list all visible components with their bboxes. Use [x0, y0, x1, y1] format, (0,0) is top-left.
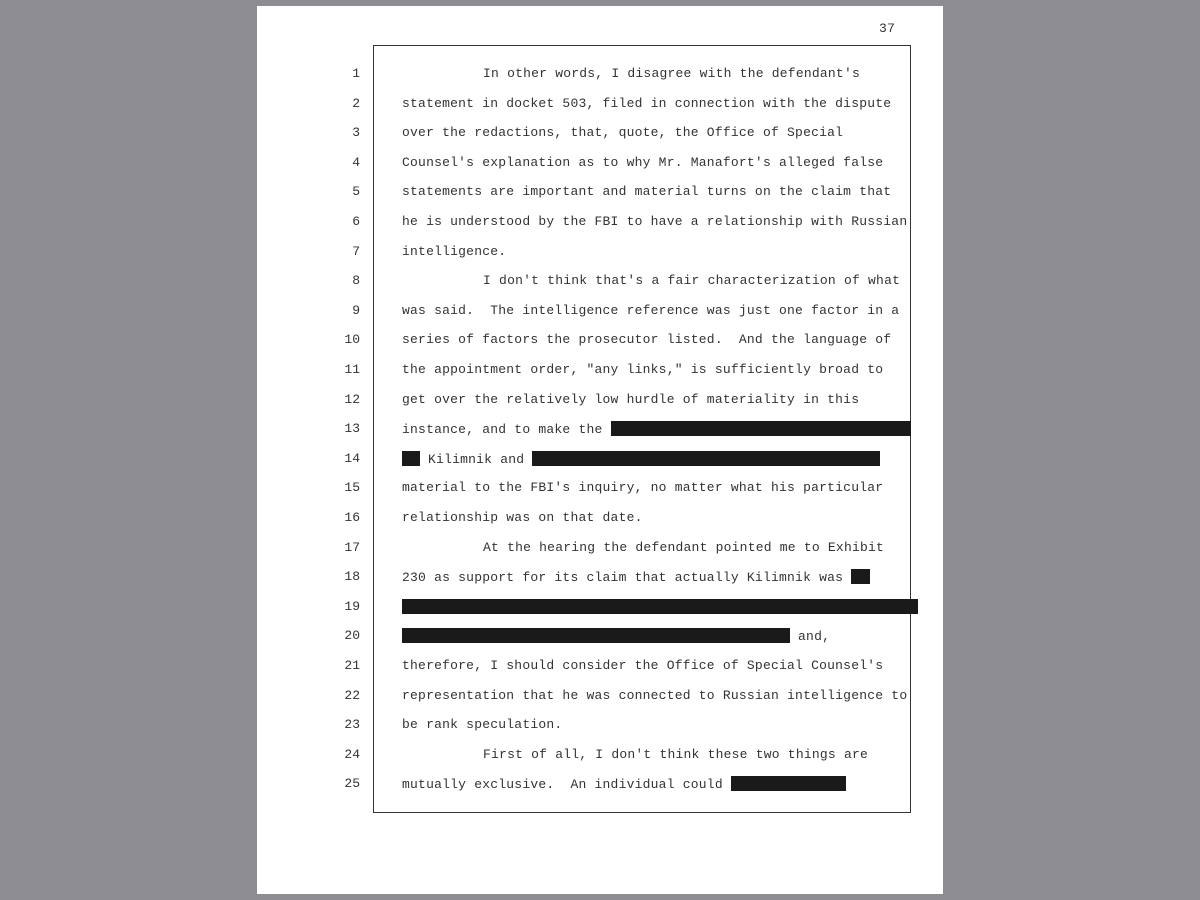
line-number: 17: [344, 540, 360, 555]
redaction-block: [402, 628, 790, 643]
line-number: 24: [344, 747, 360, 762]
line-text-segment: series of factors the prosecutor listed. And the language of: [402, 332, 892, 347]
transcript-line: [402, 569, 870, 586]
line-text-segment: 230 as support for its claim that actually Kilimnik was: [402, 570, 852, 585]
line-text-segment: get over the relatively low hurdle of materiality in this: [402, 392, 860, 407]
line-number: 20: [344, 628, 360, 643]
line-number: 2: [352, 96, 360, 111]
transcript-line: [402, 658, 883, 674]
line-number: 15: [344, 480, 360, 495]
line-number: 1: [352, 66, 360, 81]
transcript-line: [402, 244, 506, 260]
line-text-segment: First of all, I don't think these two things are: [483, 747, 869, 762]
line-text-segment: and,: [790, 629, 831, 644]
transcript-line: [402, 421, 911, 438]
transcript-line: [483, 747, 868, 763]
line-number: 10: [344, 332, 360, 347]
line-number: 12: [344, 392, 360, 407]
redaction-block: [532, 451, 880, 466]
line-text-segment: intelligence.: [402, 244, 507, 259]
line-number: 25: [344, 776, 360, 791]
transcript-line: [402, 332, 891, 348]
transcript-line: [402, 599, 918, 616]
redaction-block: [402, 599, 918, 614]
redaction-block: [402, 451, 420, 466]
transcript-line: [402, 303, 899, 319]
transcript-line: [483, 66, 860, 82]
line-number: 18: [344, 569, 360, 584]
line-number: 5: [352, 184, 360, 199]
line-text-segment: statements are important and material turns on the claim that: [402, 184, 892, 199]
line-number: 4: [352, 155, 360, 170]
line-number: 21: [344, 658, 360, 673]
line-text-segment: In other words, I disagree with the defendant's: [483, 66, 860, 81]
line-text-segment: be rank speculation.: [402, 717, 563, 732]
transcript-line: [402, 155, 883, 171]
transcript-line: [402, 184, 891, 200]
line-text-segment: was said. The intelligence reference was just one factor in a: [402, 303, 900, 318]
line-text-segment: over the redactions, that, quote, the Office of Special: [402, 125, 844, 140]
transcript-page: [257, 6, 943, 894]
line-number: 22: [344, 688, 360, 703]
line-text-segment: I don't think that's a fair characterization of what: [483, 273, 901, 288]
transcript-line: [402, 628, 830, 645]
line-number: 7: [352, 244, 360, 259]
line-number: 16: [344, 510, 360, 525]
transcript-line: [483, 273, 900, 289]
line-number: 19: [344, 599, 360, 614]
line-number: 3: [352, 125, 360, 140]
line-text-segment: material to the FBI's inquiry, no matter what his particular: [402, 480, 884, 495]
transcript-line: [402, 776, 846, 793]
line-text-segment: representation that he was connected to Russian intelligence to: [402, 688, 908, 703]
transcript-line: [402, 717, 562, 733]
transcript-line: [483, 540, 884, 556]
line-number: 13: [344, 421, 360, 436]
line-number: 8: [352, 273, 360, 288]
line-text-segment: therefore, I should consider the Office of Special Counsel's: [402, 658, 884, 673]
transcript-line: [402, 480, 883, 496]
transcript-line: [402, 688, 907, 704]
line-number: 9: [352, 303, 360, 318]
transcript-line: [402, 451, 880, 468]
line-text-segment: Kilimnik and: [420, 452, 533, 467]
line-number: 6: [352, 214, 360, 229]
page-number: 37: [879, 21, 896, 36]
line-text-segment: he is understood by the FBI to have a relationship with Russian: [402, 214, 908, 229]
transcript-line: [402, 510, 643, 526]
line-text-segment: mutually exclusive. An individual could: [402, 777, 731, 792]
transcript-line: [402, 96, 891, 112]
redaction-block: [851, 569, 870, 584]
line-number: 23: [344, 717, 360, 732]
line-text-segment: the appointment order, "any links," is sufficiently broad to: [402, 362, 884, 377]
line-number: 11: [344, 362, 360, 377]
line-text-segment: instance, and to make the: [402, 422, 611, 437]
line-text-segment: At the hearing the defendant pointed me to Exhibit: [483, 540, 885, 555]
redaction-block: [611, 421, 911, 436]
line-text-segment: Counsel's explanation as to why Mr. Manafort's alleged false: [402, 155, 884, 170]
transcript-line: [402, 125, 843, 141]
transcript-line: [402, 214, 907, 230]
line-text-segment: statement in docket 503, filed in connection with the dispute: [402, 96, 892, 111]
transcript-line: [402, 392, 859, 408]
line-text-segment: relationship was on that date.: [402, 510, 643, 525]
line-number: 14: [344, 451, 360, 466]
transcript-line: [402, 362, 883, 378]
redaction-block: [731, 776, 846, 791]
